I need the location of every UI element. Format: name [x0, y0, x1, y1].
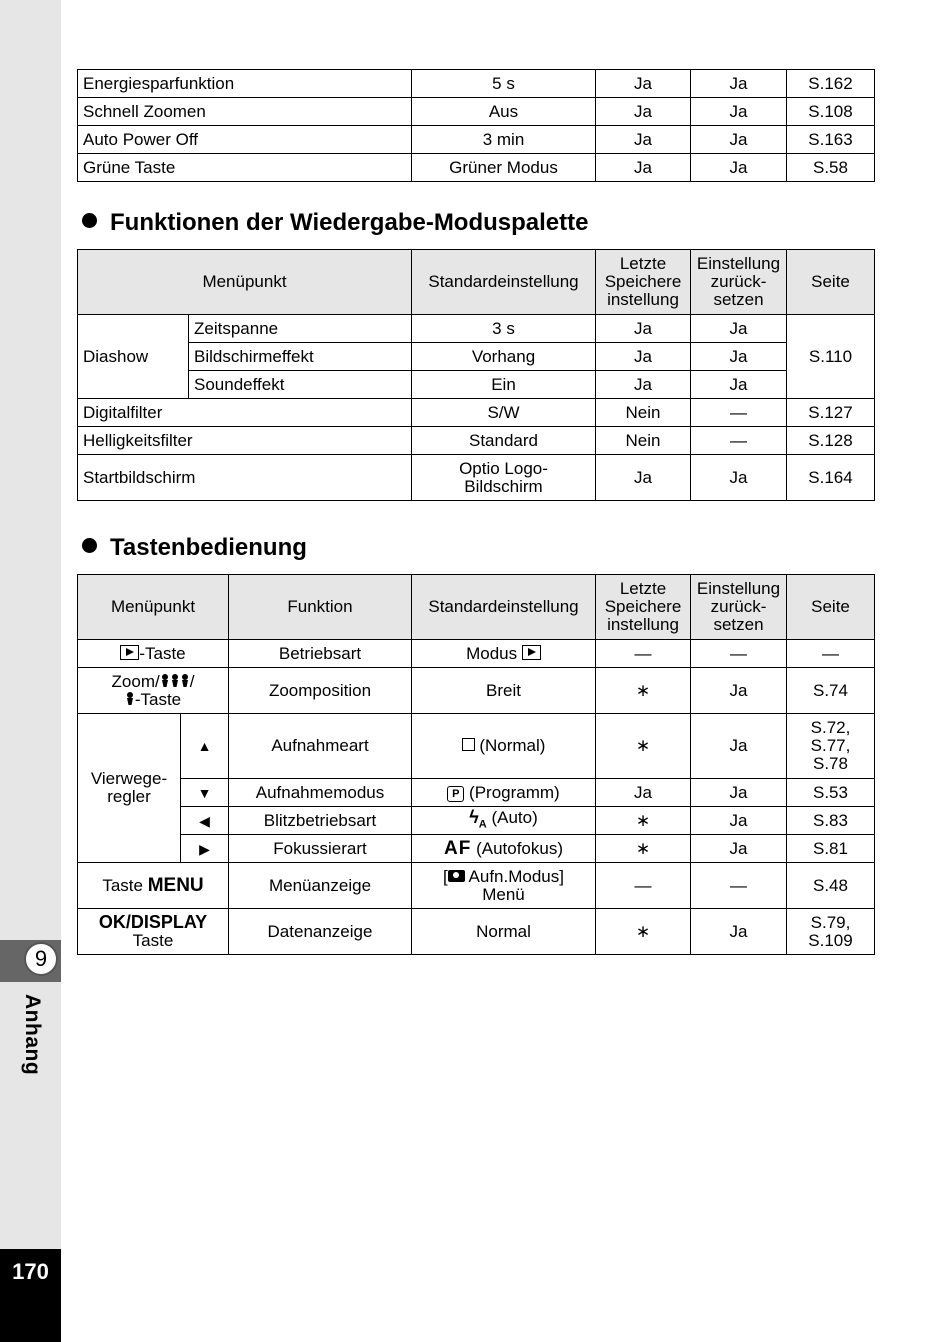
cell-page: S.58 — [787, 154, 875, 182]
cell-memory: Ja — [596, 154, 691, 182]
cell-function: Menüanzeige — [229, 863, 412, 909]
cell-reset: Ja — [691, 714, 787, 779]
table-row — [78, 371, 875, 399]
cell-page: S.79, S.109 — [787, 909, 875, 955]
cell-memory: Ja — [596, 371, 691, 399]
cell-function: Blitzbetriebsart — [229, 807, 412, 835]
cell-default: [ Aufn.Modus] Menü — [412, 863, 596, 909]
cell-default: Aus — [412, 98, 596, 126]
cell-page: S.162 — [787, 70, 875, 98]
table-row — [78, 98, 875, 126]
section-heading-playback-palette — [82, 209, 589, 237]
cell-reset: Ja — [691, 835, 787, 863]
cell-page: — — [787, 640, 875, 668]
header-menu: Menüpunkt — [78, 575, 229, 640]
camera-icon — [448, 870, 465, 882]
arrow-right-icon: ▶ — [181, 835, 229, 863]
table-row — [78, 863, 875, 909]
cell-memory: Ja — [596, 455, 691, 501]
zoom-wide-icon — [160, 673, 190, 689]
cell-page: S.108 — [787, 98, 875, 126]
header-function: Funktion — [229, 575, 412, 640]
cell-memory: Ja — [596, 98, 691, 126]
table-row — [78, 909, 875, 955]
cell-memory: — — [596, 640, 691, 668]
cell-reset: Ja — [691, 98, 787, 126]
cell-default: Breit — [412, 668, 596, 714]
cell-default: $ϟ_A$ (Auto) — [412, 807, 596, 835]
cell-menu: Digitalfilter — [78, 399, 412, 427]
cell-reset: — — [691, 427, 787, 455]
cell-reset: Ja — [691, 807, 787, 835]
cell-reset: Ja — [691, 779, 787, 807]
cell-reset: Ja — [691, 455, 787, 501]
cell-memory: Ja — [596, 70, 691, 98]
cell-default: S/W — [412, 399, 596, 427]
cell-memory: ∗ — [596, 835, 691, 863]
autofocus-icon: AF — [444, 837, 472, 859]
bullet-icon — [82, 538, 97, 553]
cell-group-diashow: Diashow — [78, 315, 189, 399]
section-title: Tastenbedienung — [110, 534, 307, 561]
table-row — [78, 835, 875, 863]
playback-palette-table — [77, 249, 875, 501]
arrow-down-icon: ▼ — [181, 779, 229, 807]
cell-page: S.53 — [787, 779, 875, 807]
cell-group-four-way: Vierwege- regler — [78, 714, 181, 863]
table-row — [78, 807, 875, 835]
cell-menu: Soundeffekt — [189, 371, 412, 399]
cell-menu: Helligkeitsfilter — [78, 427, 412, 455]
settings-table-continued — [77, 69, 875, 182]
cell-default: 3 min — [412, 126, 596, 154]
header-menu: Menüpunkt — [78, 250, 412, 315]
cell-reset: Ja — [691, 126, 787, 154]
cell-default: (Normal) — [412, 714, 596, 779]
arrow-left-icon: ◀ — [181, 807, 229, 835]
cell-reset: Ja — [691, 70, 787, 98]
cell-reset: — — [691, 399, 787, 427]
cell-default: Optio Logo- Bildschirm — [412, 455, 596, 501]
cell-page: S.83 — [787, 807, 875, 835]
playback-icon — [120, 645, 139, 660]
cell-reset: — — [691, 863, 787, 909]
cell-memory: Ja — [596, 779, 691, 807]
header-page: Seite — [787, 575, 875, 640]
flash-auto-icon: $ϟ_A$ — [469, 806, 487, 831]
cell-page: S.81 — [787, 835, 875, 863]
cell-menu: Startbildschirm — [78, 455, 412, 501]
cell-default: Vorhang — [412, 343, 596, 371]
section-heading-key-operation — [82, 534, 307, 562]
cell-default: Ein — [412, 371, 596, 399]
cell-reset: Ja — [691, 668, 787, 714]
cell-page: S.163 — [787, 126, 875, 154]
cell-memory: Nein — [596, 399, 691, 427]
cell-menu: OK/DISPLAY Taste — [78, 909, 229, 955]
table-row — [78, 70, 875, 98]
section-title: Funktionen der Wiedergabe-Moduspalette — [110, 209, 589, 236]
table-row — [78, 126, 875, 154]
cell-memory: Ja — [596, 343, 691, 371]
table-row — [78, 427, 875, 455]
table-row — [78, 455, 875, 501]
cell-page: S.164 — [787, 455, 875, 501]
cell-memory: Ja — [596, 315, 691, 343]
cell-default: Standard — [412, 427, 596, 455]
cell-menu: Auto Power Off — [78, 126, 412, 154]
cell-reset: Ja — [691, 343, 787, 371]
header-default: Standardeinstellung — [412, 250, 596, 315]
header-memory: Letzte Speichere instellung — [596, 575, 691, 640]
cell-memory: Ja — [596, 126, 691, 154]
page-number: 170 — [12, 1259, 49, 1284]
cell-default: AF (Autofokus) — [412, 835, 596, 863]
arrow-up-icon: ▲ — [181, 714, 229, 779]
table-row — [78, 315, 875, 343]
cell-page: S.72, S.77, S.78 — [787, 714, 875, 779]
zoom-tele-icon — [125, 691, 135, 707]
key-operation-table — [77, 574, 875, 955]
cell-default: Modus — [412, 640, 596, 668]
cell-function: Aufnahmemodus — [229, 779, 412, 807]
cell-default: P (Programm) — [412, 779, 596, 807]
cell-default: 5 s — [412, 70, 596, 98]
cell-menu: Schnell Zoomen — [78, 98, 412, 126]
chapter-label: Anhang — [21, 994, 44, 1076]
chapter-sidebar — [0, 0, 61, 1342]
cell-default: 3 s — [412, 315, 596, 343]
header-reset: Einstellung zurück- setzen — [691, 250, 787, 315]
bullet-icon — [82, 213, 97, 228]
table-header-row — [78, 575, 875, 640]
table-row — [78, 399, 875, 427]
cell-page: S.128 — [787, 427, 875, 455]
cell-menu: Taste MENU — [78, 863, 229, 909]
table-row — [78, 343, 875, 371]
cell-page: S.110 — [787, 315, 875, 399]
cell-menu: Bildschirmeffekt — [189, 343, 412, 371]
cell-reset: Ja — [691, 315, 787, 343]
cell-page: S.127 — [787, 399, 875, 427]
cell-menu: Zoom/ / -Taste — [78, 668, 229, 714]
cell-memory: — — [596, 863, 691, 909]
cell-function: Aufnahmeart — [229, 714, 412, 779]
table-row — [78, 779, 875, 807]
cell-menu: Zeitspanne — [189, 315, 412, 343]
cell-memory: ∗ — [596, 909, 691, 955]
cell-page: S.74 — [787, 668, 875, 714]
header-default: Standardeinstellung — [412, 575, 596, 640]
cell-function: Betriebsart — [229, 640, 412, 668]
cell-function: Datenanzeige — [229, 909, 412, 955]
cell-memory: ∗ — [596, 807, 691, 835]
table-row — [78, 714, 875, 779]
cell-function: Fokussierart — [229, 835, 412, 863]
cell-function: Zoomposition — [229, 668, 412, 714]
cell-reset: Ja — [691, 371, 787, 399]
header-page: Seite — [787, 250, 875, 315]
cell-default: Grüner Modus — [412, 154, 596, 182]
header-memory: Letzte Speichere instellung — [596, 250, 691, 315]
cell-reset: Ja — [691, 154, 787, 182]
table-row — [78, 640, 875, 668]
cell-menu: -Taste — [78, 640, 229, 668]
cell-memory: ∗ — [596, 714, 691, 779]
cell-memory: ∗ — [596, 668, 691, 714]
cell-memory: Nein — [596, 427, 691, 455]
header-reset: Einstellung zurück- setzen — [691, 575, 787, 640]
cell-menu: Grüne Taste — [78, 154, 412, 182]
playback-icon — [522, 645, 541, 660]
table-row — [78, 154, 875, 182]
cell-page: S.48 — [787, 863, 875, 909]
chapter-number: 9 — [24, 942, 58, 976]
table-header-row — [78, 250, 875, 315]
cell-menu: Energiesparfunktion — [78, 70, 412, 98]
cell-default: Normal — [412, 909, 596, 955]
program-mode-icon: P — [447, 786, 464, 802]
table-row — [78, 668, 875, 714]
single-frame-icon — [462, 738, 475, 751]
cell-reset: Ja — [691, 909, 787, 955]
cell-reset: — — [691, 640, 787, 668]
